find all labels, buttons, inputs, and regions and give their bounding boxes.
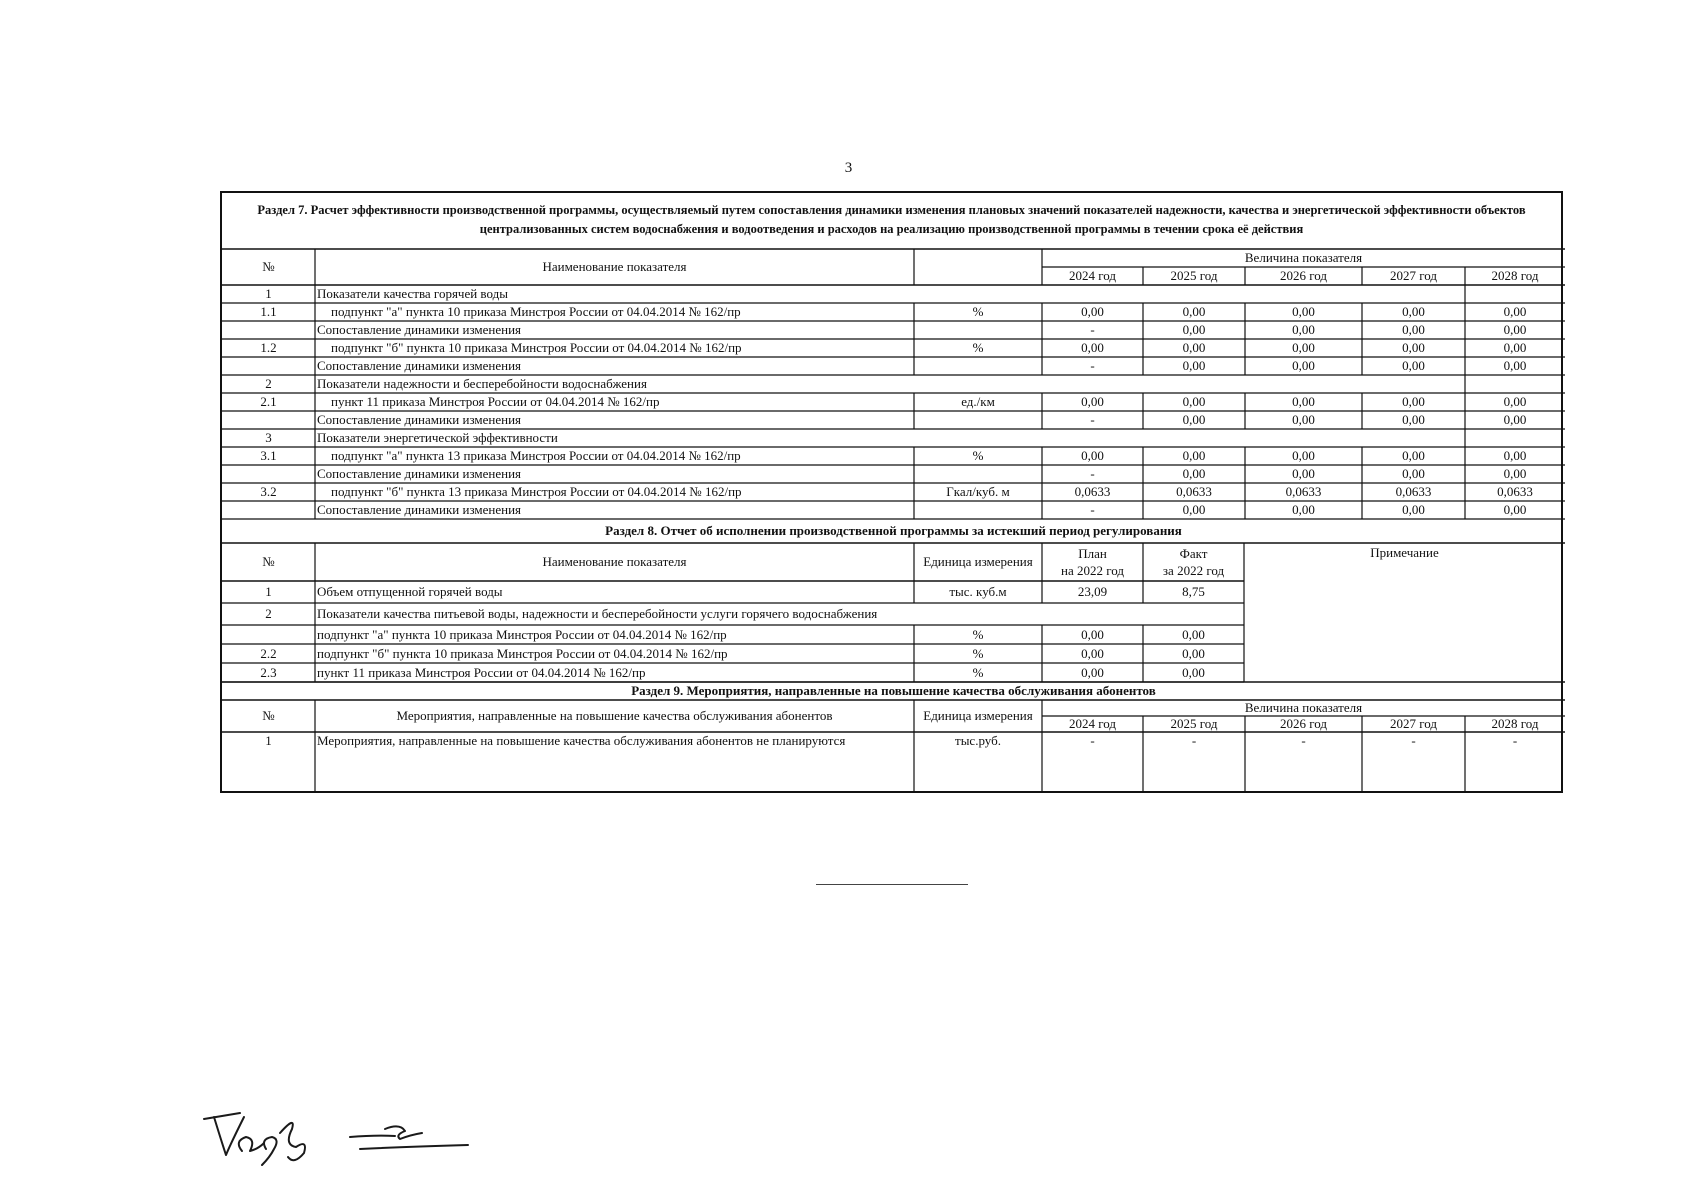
row-value: -	[1191, 733, 1197, 748]
handwritten-signature	[200, 1105, 500, 1175]
column-header-year: 2025 год	[1170, 716, 1218, 731]
row-value: 0,00	[1402, 394, 1425, 409]
row-value: 0,00	[1292, 304, 1315, 319]
column-header-year: 2028 год	[1491, 716, 1539, 731]
row-value: 0,00	[1402, 340, 1425, 355]
row-value: -	[1090, 322, 1095, 337]
row-plan-value: 0,00	[1081, 646, 1104, 661]
column-header-year: 2028 год	[1491, 268, 1539, 283]
row-value: 0,00	[1182, 502, 1206, 517]
row-number: 3.2	[260, 484, 277, 499]
row-number: 1	[265, 286, 272, 301]
column-header-num: №	[262, 708, 275, 723]
row-indicator-name: подпункт "а" пункта 10 приказа Минстроя России от 04.04.2014 № 162/пр	[317, 627, 727, 642]
row-value: 0,00	[1503, 466, 1527, 481]
row-value: -	[1411, 733, 1416, 748]
row-indicator-name: подпункт "а" пункта 13 приказа Минстроя России от 04.04.2014 № 162/пр	[331, 448, 741, 463]
footer-divider	[816, 884, 968, 885]
row-unit	[914, 465, 1042, 483]
row-value: 0,00	[1081, 340, 1104, 355]
column-header-year: 2026 год	[1280, 268, 1327, 283]
row-value: 0,0633	[1285, 484, 1322, 499]
row-value: 0,00	[1292, 466, 1315, 481]
row-value: 0,00	[1081, 304, 1104, 319]
row-number	[222, 321, 315, 339]
row-unit: Гкал/куб. м	[946, 484, 1010, 499]
row-unit	[914, 411, 1042, 429]
row-value: 0,00	[1081, 448, 1104, 463]
row-value: 0,00	[1081, 394, 1104, 409]
row-value: 0,00	[1402, 448, 1425, 463]
row-value: 0,00	[1182, 340, 1206, 355]
row-fact-value: 0,00	[1182, 665, 1205, 680]
row-value: 0,00	[1292, 412, 1315, 427]
row-value: 0,00	[1292, 502, 1315, 517]
row-value: 0,00	[1503, 448, 1527, 463]
row-number: 1.1	[260, 304, 277, 319]
row-group-title: Показатели энергетической эффективности	[317, 430, 558, 445]
row-number	[222, 411, 315, 429]
row-value: 0,00	[1292, 394, 1315, 409]
section8-title: Раздел 8. Отчет об исполнении производственной программы за истекший период регулирования	[605, 523, 1182, 538]
row-value: 0,00	[1402, 502, 1425, 517]
column-header-fact: Факт за 2022 год	[1162, 546, 1225, 578]
row-indicator-name: пункт 11 приказа Минстроя России от 04.04.2014 № 162/пр	[331, 394, 660, 409]
row-value: 0,00	[1292, 358, 1315, 373]
row-indicator-name: Сопоставление динамики изменения	[317, 466, 522, 481]
column-header-name: Наименование показателя	[542, 259, 687, 274]
row-value: 0,0633	[1074, 484, 1111, 499]
row-value: -	[1512, 733, 1518, 748]
column-header-unit: Единица измерения	[923, 708, 1033, 723]
row-unit: ед./км	[961, 394, 995, 409]
row-value: -	[1090, 412, 1095, 427]
column-header-note: Примечание	[1370, 545, 1439, 560]
row-number: 1.2	[260, 340, 277, 355]
row-indicator-name: Сопоставление динамики изменения	[317, 502, 522, 517]
row-value: 0,0633	[1176, 484, 1212, 499]
row-indicator-name: Объем отпущенной горячей воды	[317, 584, 503, 599]
row-number	[222, 625, 315, 644]
row-plan-value: 23,09	[1077, 584, 1108, 599]
column-header-year: 2026 год	[1280, 716, 1327, 731]
row-value: 0,00	[1182, 466, 1206, 481]
row-unit: %	[972, 340, 984, 355]
row-value: 0,00	[1503, 412, 1527, 427]
column-header-value-group: Величина показателя	[1244, 250, 1363, 265]
row-value: 0,00	[1182, 412, 1206, 427]
row-indicator-name: Сопоставление динамики изменения	[317, 322, 522, 337]
column-header-num: №	[262, 554, 275, 569]
row-number: 3.1	[260, 448, 277, 463]
row-unit: %	[972, 304, 984, 319]
row-unit: %	[972, 627, 984, 642]
row-value: 0,00	[1182, 394, 1206, 409]
column-header-year: 2024 год	[1069, 268, 1116, 283]
row-number: 2	[265, 606, 272, 621]
report-table	[220, 191, 1563, 793]
row-number: 3	[265, 430, 272, 445]
row-value: 0,0633	[1497, 484, 1533, 499]
column-header-name: Наименование показателя	[542, 554, 687, 569]
row-indicator-name: Сопоставление динамики изменения	[317, 358, 522, 373]
row-value: 0,00	[1402, 358, 1425, 373]
row-value: 0,00	[1402, 304, 1425, 319]
row-value: 0,00	[1182, 322, 1206, 337]
row-value: 0,00	[1503, 304, 1527, 319]
row-number: 1	[265, 584, 272, 599]
section7-title: Раздел 7. Расчет эффективности производственной программы, осуществляемый путем сопоставления динамики изменения плановых значений показателей надежности, качества и энергетической эффективности объектов централизованных систем водоснабжения и водоотведения и расходов на реализацию производственной программы в течении срока её действия	[257, 203, 1526, 236]
row-value: 0,00	[1503, 394, 1527, 409]
row-indicator-name: подпункт "а" пункта 10 приказа Минстроя России от 04.04.2014 № 162/пр	[331, 304, 741, 319]
row-unit	[914, 357, 1042, 375]
page-number: 3	[844, 160, 853, 176]
row-unit	[914, 501, 1042, 519]
row-value: 0,00	[1292, 340, 1315, 355]
row-activity-name: Мероприятия, направленные на повышение качества обслуживания абонентов не планируются	[317, 733, 846, 748]
column-header-plan: План на 2022 год	[1061, 546, 1124, 578]
row-unit: %	[972, 646, 984, 661]
row-plan-value: 0,00	[1081, 627, 1104, 642]
row-value: -	[1090, 358, 1095, 373]
column-header-year: 2027 год	[1390, 716, 1437, 731]
column-header-num: №	[262, 259, 275, 274]
row-value: -	[1090, 466, 1095, 481]
row-value: 0,00	[1503, 322, 1527, 337]
column-header-value-group: Величина показателя	[1244, 700, 1363, 715]
row-value: 0,00	[1292, 448, 1315, 463]
row-value: -	[1090, 733, 1095, 748]
row-number: 2.2	[260, 646, 277, 661]
row-unit: %	[972, 448, 984, 463]
column-header-year: 2027 год	[1390, 268, 1437, 283]
row-number: 1	[265, 733, 272, 748]
row-value: -	[1090, 502, 1095, 517]
row-indicator-name: подпункт "б" пункта 10 приказа Минстроя России от 04.04.2014 № 162/пр	[331, 340, 742, 355]
row-number	[222, 357, 315, 375]
row-number: 2.3	[260, 665, 277, 680]
row-number	[222, 465, 315, 483]
row-fact-value: 0,00	[1182, 646, 1205, 661]
row-fact-value: 8,75	[1182, 584, 1205, 599]
column-header-unit: Единица измерения	[923, 554, 1033, 569]
row-unit	[914, 321, 1042, 339]
row-indicator-name: Сопоставление динамики изменения	[317, 412, 522, 427]
row-value: 0,00	[1503, 340, 1527, 355]
row-value: 0,00	[1402, 322, 1425, 337]
row-fact-value: 0,00	[1182, 627, 1205, 642]
row-number	[222, 501, 315, 519]
row-value: -	[1301, 733, 1306, 748]
row-value: 0,00	[1402, 412, 1425, 427]
row-group-title: Показатели качества питьевой воды, надежности и бесперебойности услуги горячего водоснабжения	[317, 606, 878, 621]
row-indicator-name: пункт 11 приказа Минстроя России от 04.04.2014 № 162/пр	[317, 665, 646, 680]
row-value: 0,00	[1182, 448, 1206, 463]
row-group-title: Показатели надежности и бесперебойности водоснабжения	[317, 376, 647, 391]
row-indicator-name: подпункт "б" пункта 13 приказа Минстроя России от 04.04.2014 № 162/пр	[331, 484, 742, 499]
row-value: 0,00	[1503, 502, 1527, 517]
row-plan-value: 0,00	[1081, 665, 1104, 680]
row-value: 0,0633	[1395, 484, 1432, 499]
row-indicator-name: подпункт "б" пункта 10 приказа Минстроя России от 04.04.2014 № 162/пр	[317, 646, 728, 661]
row-value: 0,00	[1182, 304, 1206, 319]
row-unit: тыс.руб.	[955, 733, 1001, 748]
column-header-year: 2024 год	[1069, 716, 1116, 731]
row-number: 2.1	[260, 394, 277, 409]
column-header-name: Мероприятия, направленные на повышение качества обслуживания абонентов	[396, 708, 833, 723]
row-value: 0,00	[1503, 358, 1527, 373]
row-unit: тыс. куб.м	[949, 584, 1007, 599]
section9-title: Раздел 9. Мероприятия, направленные на повышение качества обслуживания абонентов	[631, 683, 1156, 698]
row-unit: %	[972, 665, 984, 680]
row-value: 0,00	[1402, 466, 1425, 481]
row-group-title: Показатели качества горячей воды	[317, 286, 508, 301]
row-number: 2	[265, 376, 272, 391]
row-value: 0,00	[1182, 358, 1206, 373]
column-header-year: 2025 год	[1170, 268, 1218, 283]
row-value: 0,00	[1292, 322, 1315, 337]
